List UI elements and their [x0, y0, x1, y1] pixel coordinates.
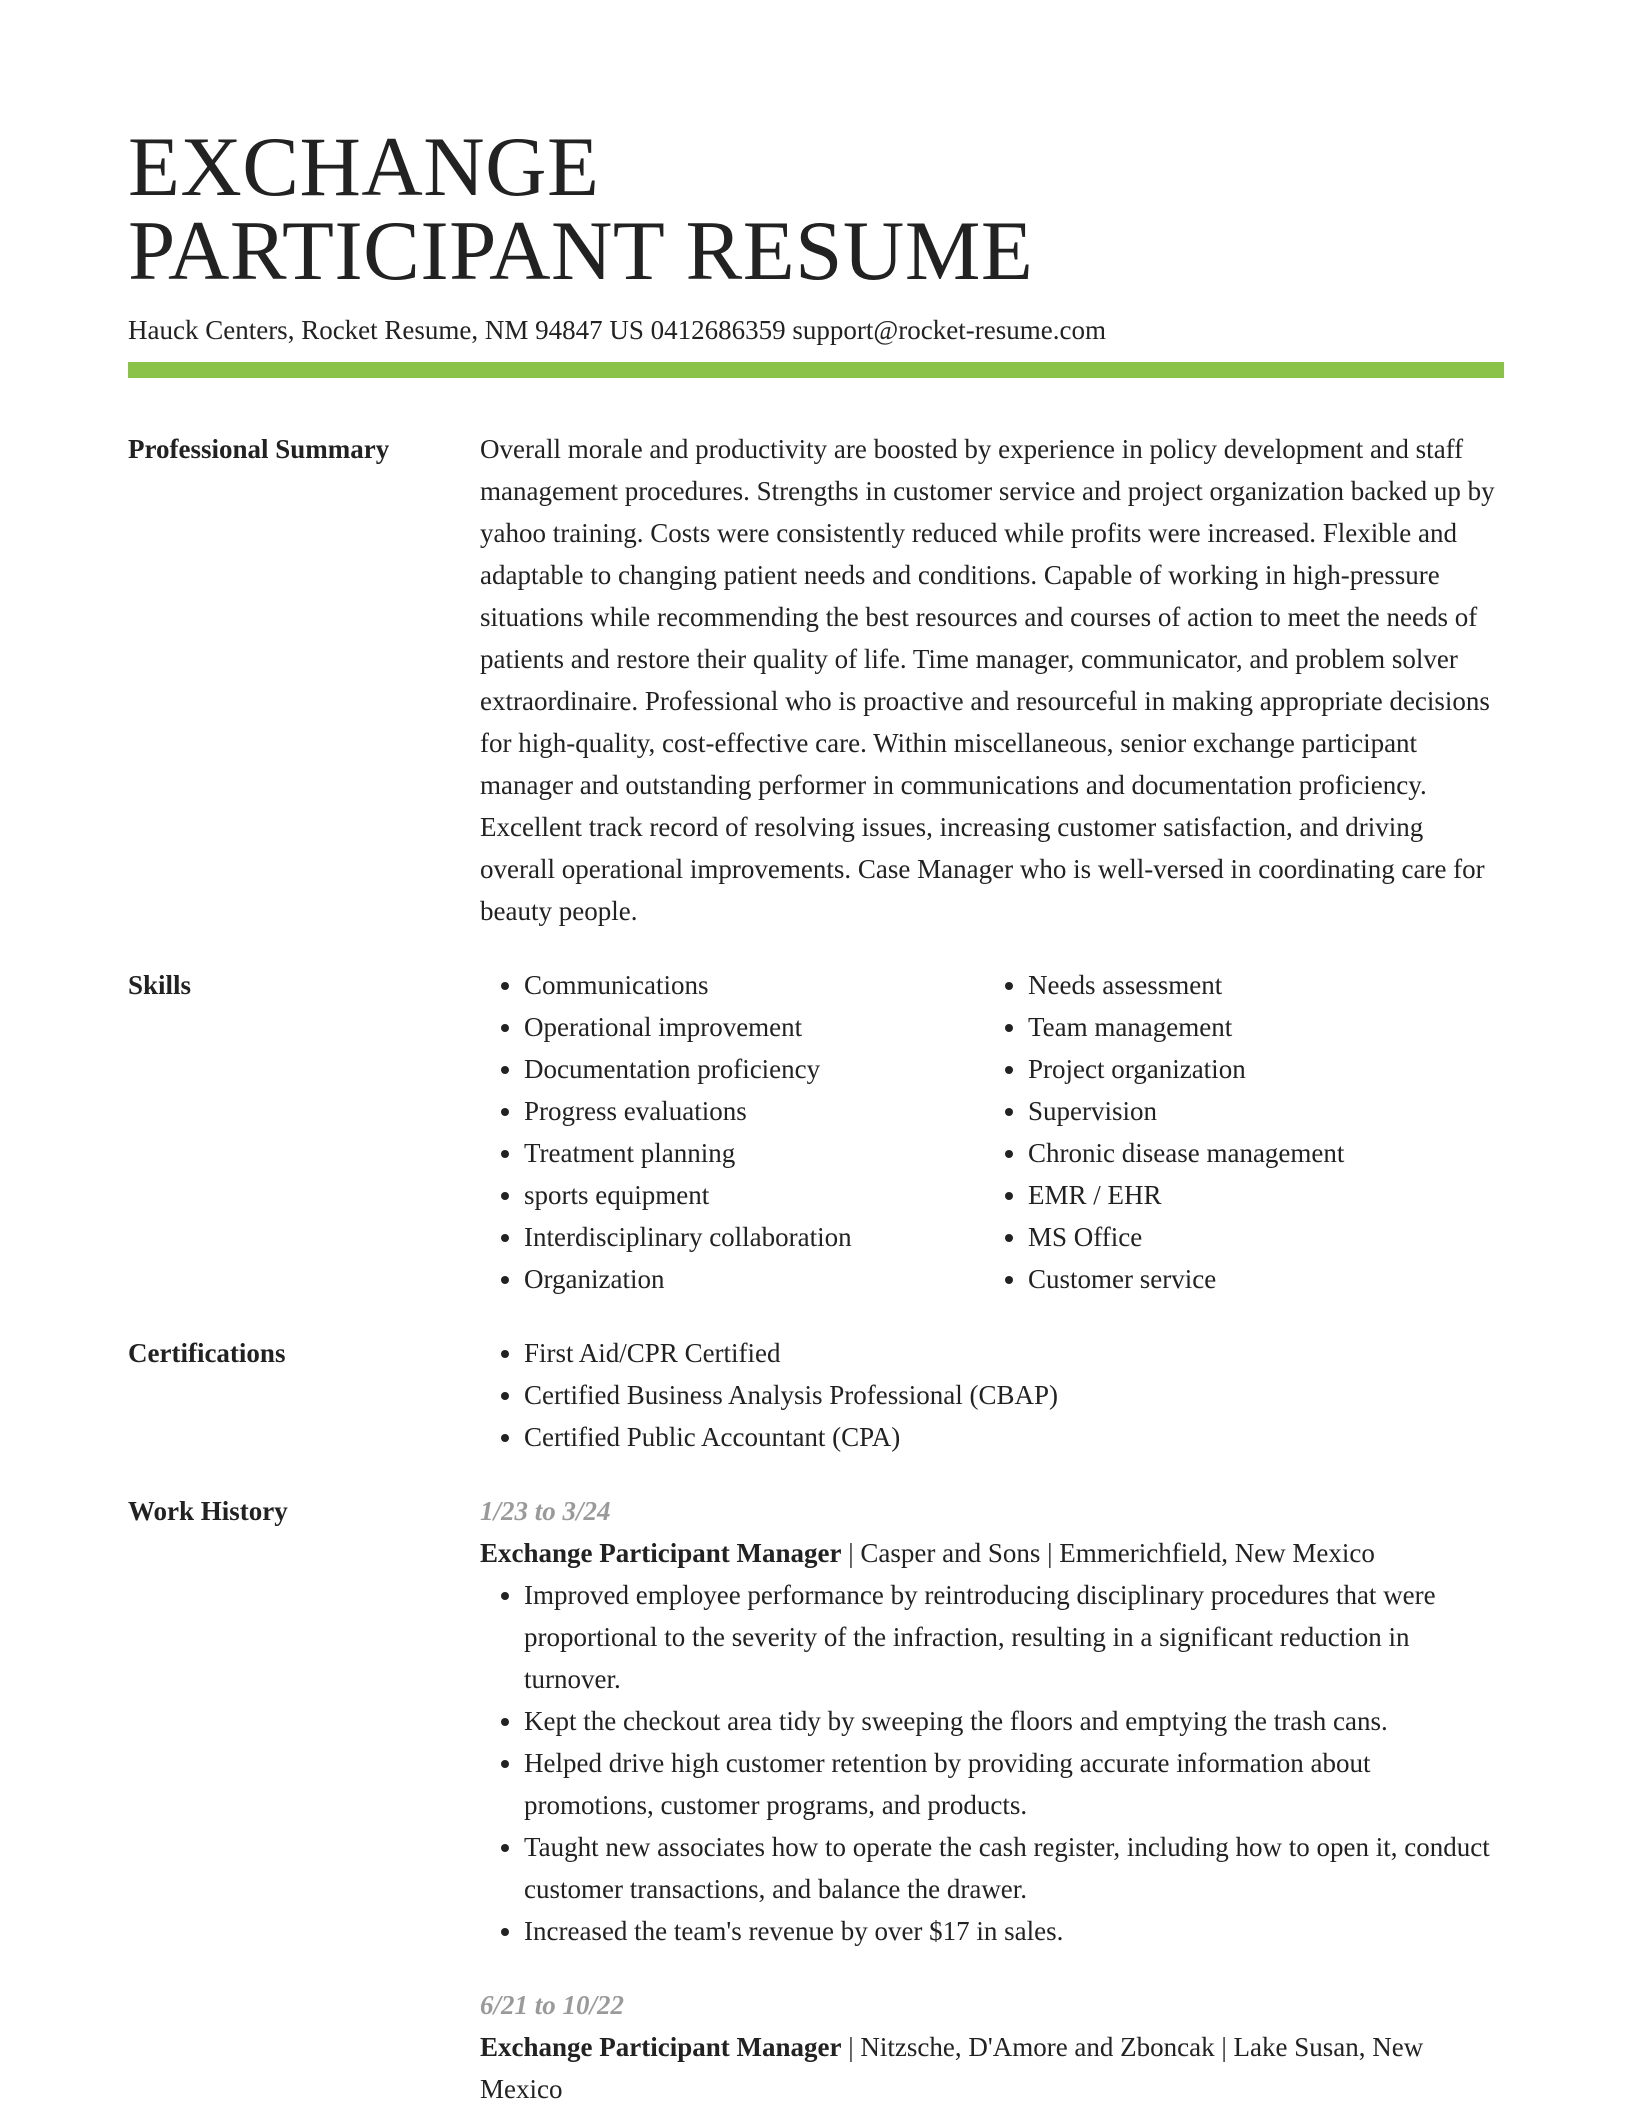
skill-item: • Progress evaluations	[524, 1090, 984, 1132]
job-heading	[480, 2026, 1504, 2110]
job-title: Exchange Participant Manager	[480, 1538, 842, 1568]
skill-item: • Communications	[524, 964, 984, 1006]
skill-item: • Supervision	[1028, 1090, 1488, 1132]
section-label: Professional Summary	[128, 434, 390, 464]
skills-columns	[480, 964, 1504, 1300]
job-bullet: • Taught new associates how to operate the cash register, including how to open it, conduct customer transactions, and balance the drawer.	[524, 1826, 1504, 1910]
contact-line: Hauck Centers, Rocket Resume, NM 94847 US 0412686359 support@rocket-resume.com	[128, 315, 1106, 345]
section-work-history	[128, 1490, 1504, 2110]
resume-page	[128, 120, 1504, 2110]
job-bullet: • Improved employee performance by reintroducing disciplinary procedures that were proportional to the severity of the infraction, resulting in a significant reduction in turnover.	[524, 1574, 1504, 1700]
certifications-list	[480, 1332, 1504, 1458]
job-bullet: • Helped drive high customer retention by providing accurate information about promotions, customer programs, and products.	[524, 1742, 1504, 1826]
job-bullet: • Increased the team's revenue by over $17 in sales.	[524, 1910, 1504, 1952]
skill-item: • Interdisciplinary collaboration	[524, 1216, 984, 1258]
skill-item: • sports equipment	[524, 1174, 984, 1216]
section-body	[480, 964, 1504, 1300]
job-dates: 6/21 to 10/22	[480, 1990, 625, 2020]
skill-item: • MS Office	[1028, 1216, 1488, 1258]
skill-item: • Customer service	[1028, 1258, 1488, 1300]
skill-item: • Project organization	[1028, 1048, 1488, 1090]
certification-item: • First Aid/CPR Certified	[524, 1332, 1504, 1374]
job-heading	[480, 1532, 1504, 1574]
section-body	[480, 428, 1504, 932]
job-title: Exchange Participant Manager	[480, 2032, 842, 2062]
certification-item: • Certified Business Analysis Professional (CBAP)	[524, 1374, 1504, 1416]
section-body	[480, 1490, 1504, 2110]
section-professional-summary	[128, 428, 1504, 932]
skill-item: • EMR / EHR	[1028, 1174, 1488, 1216]
skill-item: • Treatment planning	[524, 1132, 984, 1174]
title-line-1: EXCHANGE	[128, 120, 600, 214]
section-label: Work History	[128, 1496, 288, 1526]
skill-item: • Team management	[1028, 1006, 1488, 1048]
job-details: | Nitzsche, D'Amore and Zboncak | Lake Susan, New Mexico	[480, 2032, 1424, 2104]
skill-item: • Chronic disease management	[1028, 1132, 1488, 1174]
skill-item: • Documentation proficiency	[524, 1048, 984, 1090]
skill-item: • Organization	[524, 1258, 984, 1300]
section-certifications	[128, 1332, 1504, 1458]
certification-item: • Certified Public Accountant (CPA)	[524, 1416, 1504, 1458]
job-entry	[480, 1490, 1504, 1952]
section-label: Certifications	[128, 1338, 286, 1368]
skill-item: • Operational improvement	[524, 1006, 984, 1048]
summary-text: Overall morale and productivity are boosted by experience in policy development and staff management procedures. Strengths in customer service and project organization backed up by yahoo training. Costs were consistently reduced while profits were increased. Flexible and adaptable to changing patient needs and conditions. Capable of working in high-pressure situations while recommending the best resources and courses of action to meet the needs of patients and restore their quality of life. Time manager, communicator, and problem solver extraordinaire. Professional who is proactive and resourceful in making appropriate decisions for high-quality, cost-effective care. Within miscellaneous, senior exchange participant manager and outstanding performer in communications and documentation proficiency. Excellent track record of resolving issues, increasing customer satisfaction, and driving overall operational improvements. Case Manager who is well-versed in coordinating care for beauty people.	[480, 434, 1495, 926]
section-skills	[128, 964, 1504, 1300]
skill-item: • Needs assessment	[1028, 964, 1488, 1006]
resume-title	[128, 120, 1504, 298]
job-entry	[480, 1984, 1504, 2110]
skills-list-left	[480, 964, 984, 1300]
job-details: | Casper and Sons | Emmerichfield, New Mexico	[841, 1538, 1375, 1568]
title-line-2: PARTICIPANT RESUME	[128, 204, 1034, 298]
section-label: Skills	[128, 970, 192, 1000]
job-dates: 1/23 to 3/24	[480, 1496, 611, 1526]
skills-list-right	[984, 964, 1488, 1300]
job-bullet: • Kept the checkout area tidy by sweeping the floors and emptying the trash cans.	[524, 1700, 1504, 1742]
section-body	[480, 1332, 1504, 1458]
job-bullets	[480, 1574, 1504, 1952]
accent-divider	[128, 362, 1504, 378]
